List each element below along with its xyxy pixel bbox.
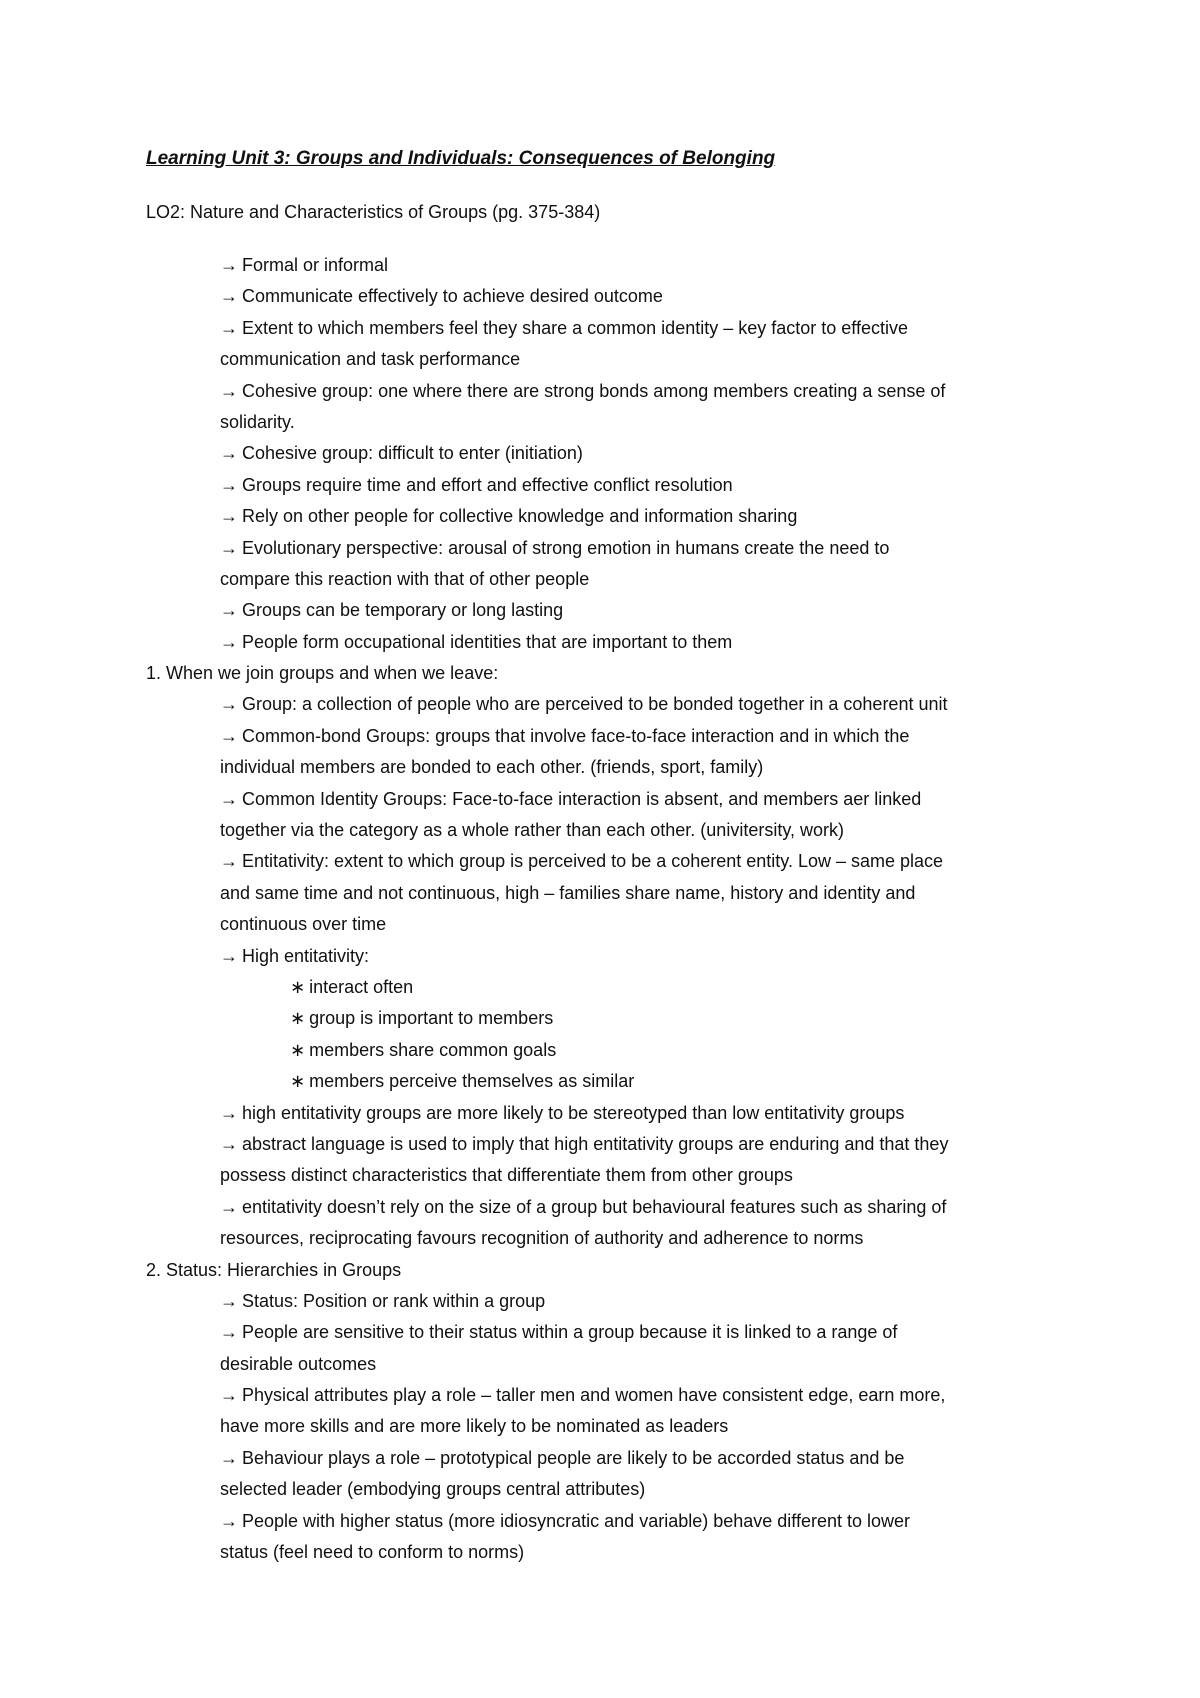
bullet-line [146,627,1066,658]
continuation-line [146,1474,1066,1505]
arrow-icon: → [220,851,238,872]
bullet-line [146,376,1066,407]
line-text: desirable outcomes [220,1353,377,1374]
line-text: Formal or informal [242,255,389,275]
sub-bullet-line [146,972,1066,1003]
line-text: People are sensitive to their status within a group because it is linked to a range of [242,1322,898,1343]
arrow-icon: → [220,1322,238,1343]
sub-bullet-line [146,1003,1066,1034]
arrow-icon: → [220,725,238,746]
arrow-icon: → [220,537,238,558]
arrow-icon: → [220,1196,238,1217]
line-text: Common Identity Groups: Face-to-face interaction is absent, and members aer linked [242,788,922,809]
line-text: selected leader (embodying groups central attributes) [220,1479,646,1500]
line-text: Entitativity: extent to which group is perceived to be a coherent entity. Low – same place [242,851,944,872]
arrow-icon: → [220,506,238,527]
bullet-line [146,281,1066,312]
bullet-line [146,1098,1066,1129]
bullet-line [146,1192,1066,1223]
section-heading: 2. Status: Hierarchies in Groups [146,1259,402,1280]
bullet-line [146,689,1066,720]
asterisk-icon: ∗ [290,976,306,997]
continuation-line [146,1349,1066,1380]
notes-body [146,250,1066,1568]
bullet-line [146,784,1066,815]
continuation-line [146,1223,1066,1254]
line-text: high entitativity groups are more likely to be stereotyped than low entitativity groups [242,1102,905,1123]
bullet-line [146,721,1066,752]
continuation-line [146,815,1066,846]
bullet-line [146,250,1066,281]
asterisk-icon: ∗ [290,1039,306,1060]
asterisk-icon: ∗ [290,1008,306,1029]
arrow-icon: → [220,474,238,495]
section-heading: 1. When we join groups and when we leave: [146,663,499,684]
line-text: High entitativity: [242,945,370,966]
line-text: People form occupational identities that are important to them [242,631,733,652]
arrow-icon: → [220,1133,238,1154]
arrow-icon: → [220,1447,238,1468]
line-text: Common-bond Groups: groups that involve face-to-face interaction and in which the [242,725,910,746]
line-text: group is important to members [309,1008,554,1029]
sub-bullet-line [146,1066,1066,1097]
continuation-line [146,1160,1066,1191]
line-text: Group: a collection of people who are perceived to be bonded together in a coherent unit [242,694,948,715]
arrow-icon: → [220,255,238,275]
line-text: compare this reaction with that of other people [220,568,590,589]
line-text: Groups can be temporary or long lasting [242,600,564,621]
line-text: possess distinct characteristics that differentiate them from other groups [220,1165,793,1186]
arrow-icon: → [220,1290,238,1311]
line-text: abstract language is used to imply that high entitativity groups are enduring and that they [242,1133,949,1154]
bullet-line [146,1506,1066,1537]
bullet-line [146,1129,1066,1160]
arrow-icon: → [220,380,238,401]
continuation-line [146,1537,1066,1568]
continuation-line [146,909,1066,940]
line-text: solidarity. [220,411,295,432]
arrow-icon: → [220,317,238,338]
line-text: interact often [309,976,414,997]
continuation-line [146,407,1066,438]
document-subtitle: LO2: Nature and Characteristics of Groups (pg. 375-384) [146,202,601,222]
line-text: together via the category as a whole rather than each other. (univitersity, work) [220,820,844,841]
arrow-icon: → [220,694,238,715]
arrow-icon: → [220,1510,238,1531]
bullet-line [146,846,1066,877]
line-text: resources, reciprocating favours recognition of authority and adherence to norms [220,1228,864,1249]
document-title: Learning Unit 3: Groups and Individuals: Consequences of Belonging [146,148,776,169]
line-text: Extent to which members feel they share a common identity – key factor to effective [242,317,908,338]
arrow-icon: → [220,443,238,464]
line-text: communication and task performance [220,349,521,370]
continuation-line [146,878,1066,909]
continuation-line [146,344,1066,375]
arrow-icon: → [220,286,238,307]
asterisk-icon: ∗ [290,1071,306,1092]
arrow-icon: → [220,1385,238,1406]
bullet-line [146,595,1066,626]
bullet-line [146,941,1066,972]
continuation-line [146,564,1066,595]
bullet-line [146,1443,1066,1474]
line-text: status (feel need to conform to norms) [220,1542,525,1563]
bullet-line [146,501,1066,532]
bullet-line [146,1286,1066,1317]
line-text: Cohesive group: difficult to enter (initiation) [242,443,583,464]
bullet-line [146,438,1066,469]
line-text: have more skills and are more likely to be nominated as leaders [220,1416,729,1437]
bullet-line [146,533,1066,564]
bullet-line [146,1317,1066,1348]
line-text: members share common goals [309,1039,557,1060]
line-text: Groups require time and effort and effective conflict resolution [242,474,733,495]
continuation-line [146,752,1066,783]
line-text: entitativity doesn’t rely on the size of a group but behavioural features such as sharing of [242,1196,947,1217]
line-text: Physical attributes play a role – taller men and women have consistent edge, earn more, [242,1385,946,1406]
bullet-line [146,470,1066,501]
line-text: Evolutionary perspective: arousal of strong emotion in humans create the need to [242,537,890,558]
arrow-icon: → [220,945,238,966]
line-text: Behaviour plays a role – prototypical people are likely to be accorded status and be [242,1447,905,1468]
line-text: continuous over time [220,914,387,935]
continuation-line [146,1411,1066,1442]
line-text: members perceive themselves as similar [309,1071,635,1092]
line-text: People with higher status (more idiosyncratic and variable) behave different to lower [242,1510,911,1531]
bullet-line [146,1380,1066,1411]
bullet-line [146,313,1066,344]
line-text: and same time and not continuous, high – families share name, history and identity and [220,882,916,903]
line-text: Rely on other people for collective knowledge and information sharing [242,506,798,527]
arrow-icon: → [220,788,238,809]
line-text: Communicate effectively to achieve desired outcome [242,286,663,307]
line-text: Cohesive group: one where there are strong bonds among members creating a sense of [242,380,946,401]
arrow-icon: → [220,631,238,652]
arrow-icon: → [220,600,238,621]
sub-bullet-line [146,1035,1066,1066]
arrow-icon: → [220,1102,238,1123]
line-text: individual members are bonded to each other. (friends, sport, family) [220,757,764,778]
line-text: Status: Position or rank within a group [242,1290,546,1311]
